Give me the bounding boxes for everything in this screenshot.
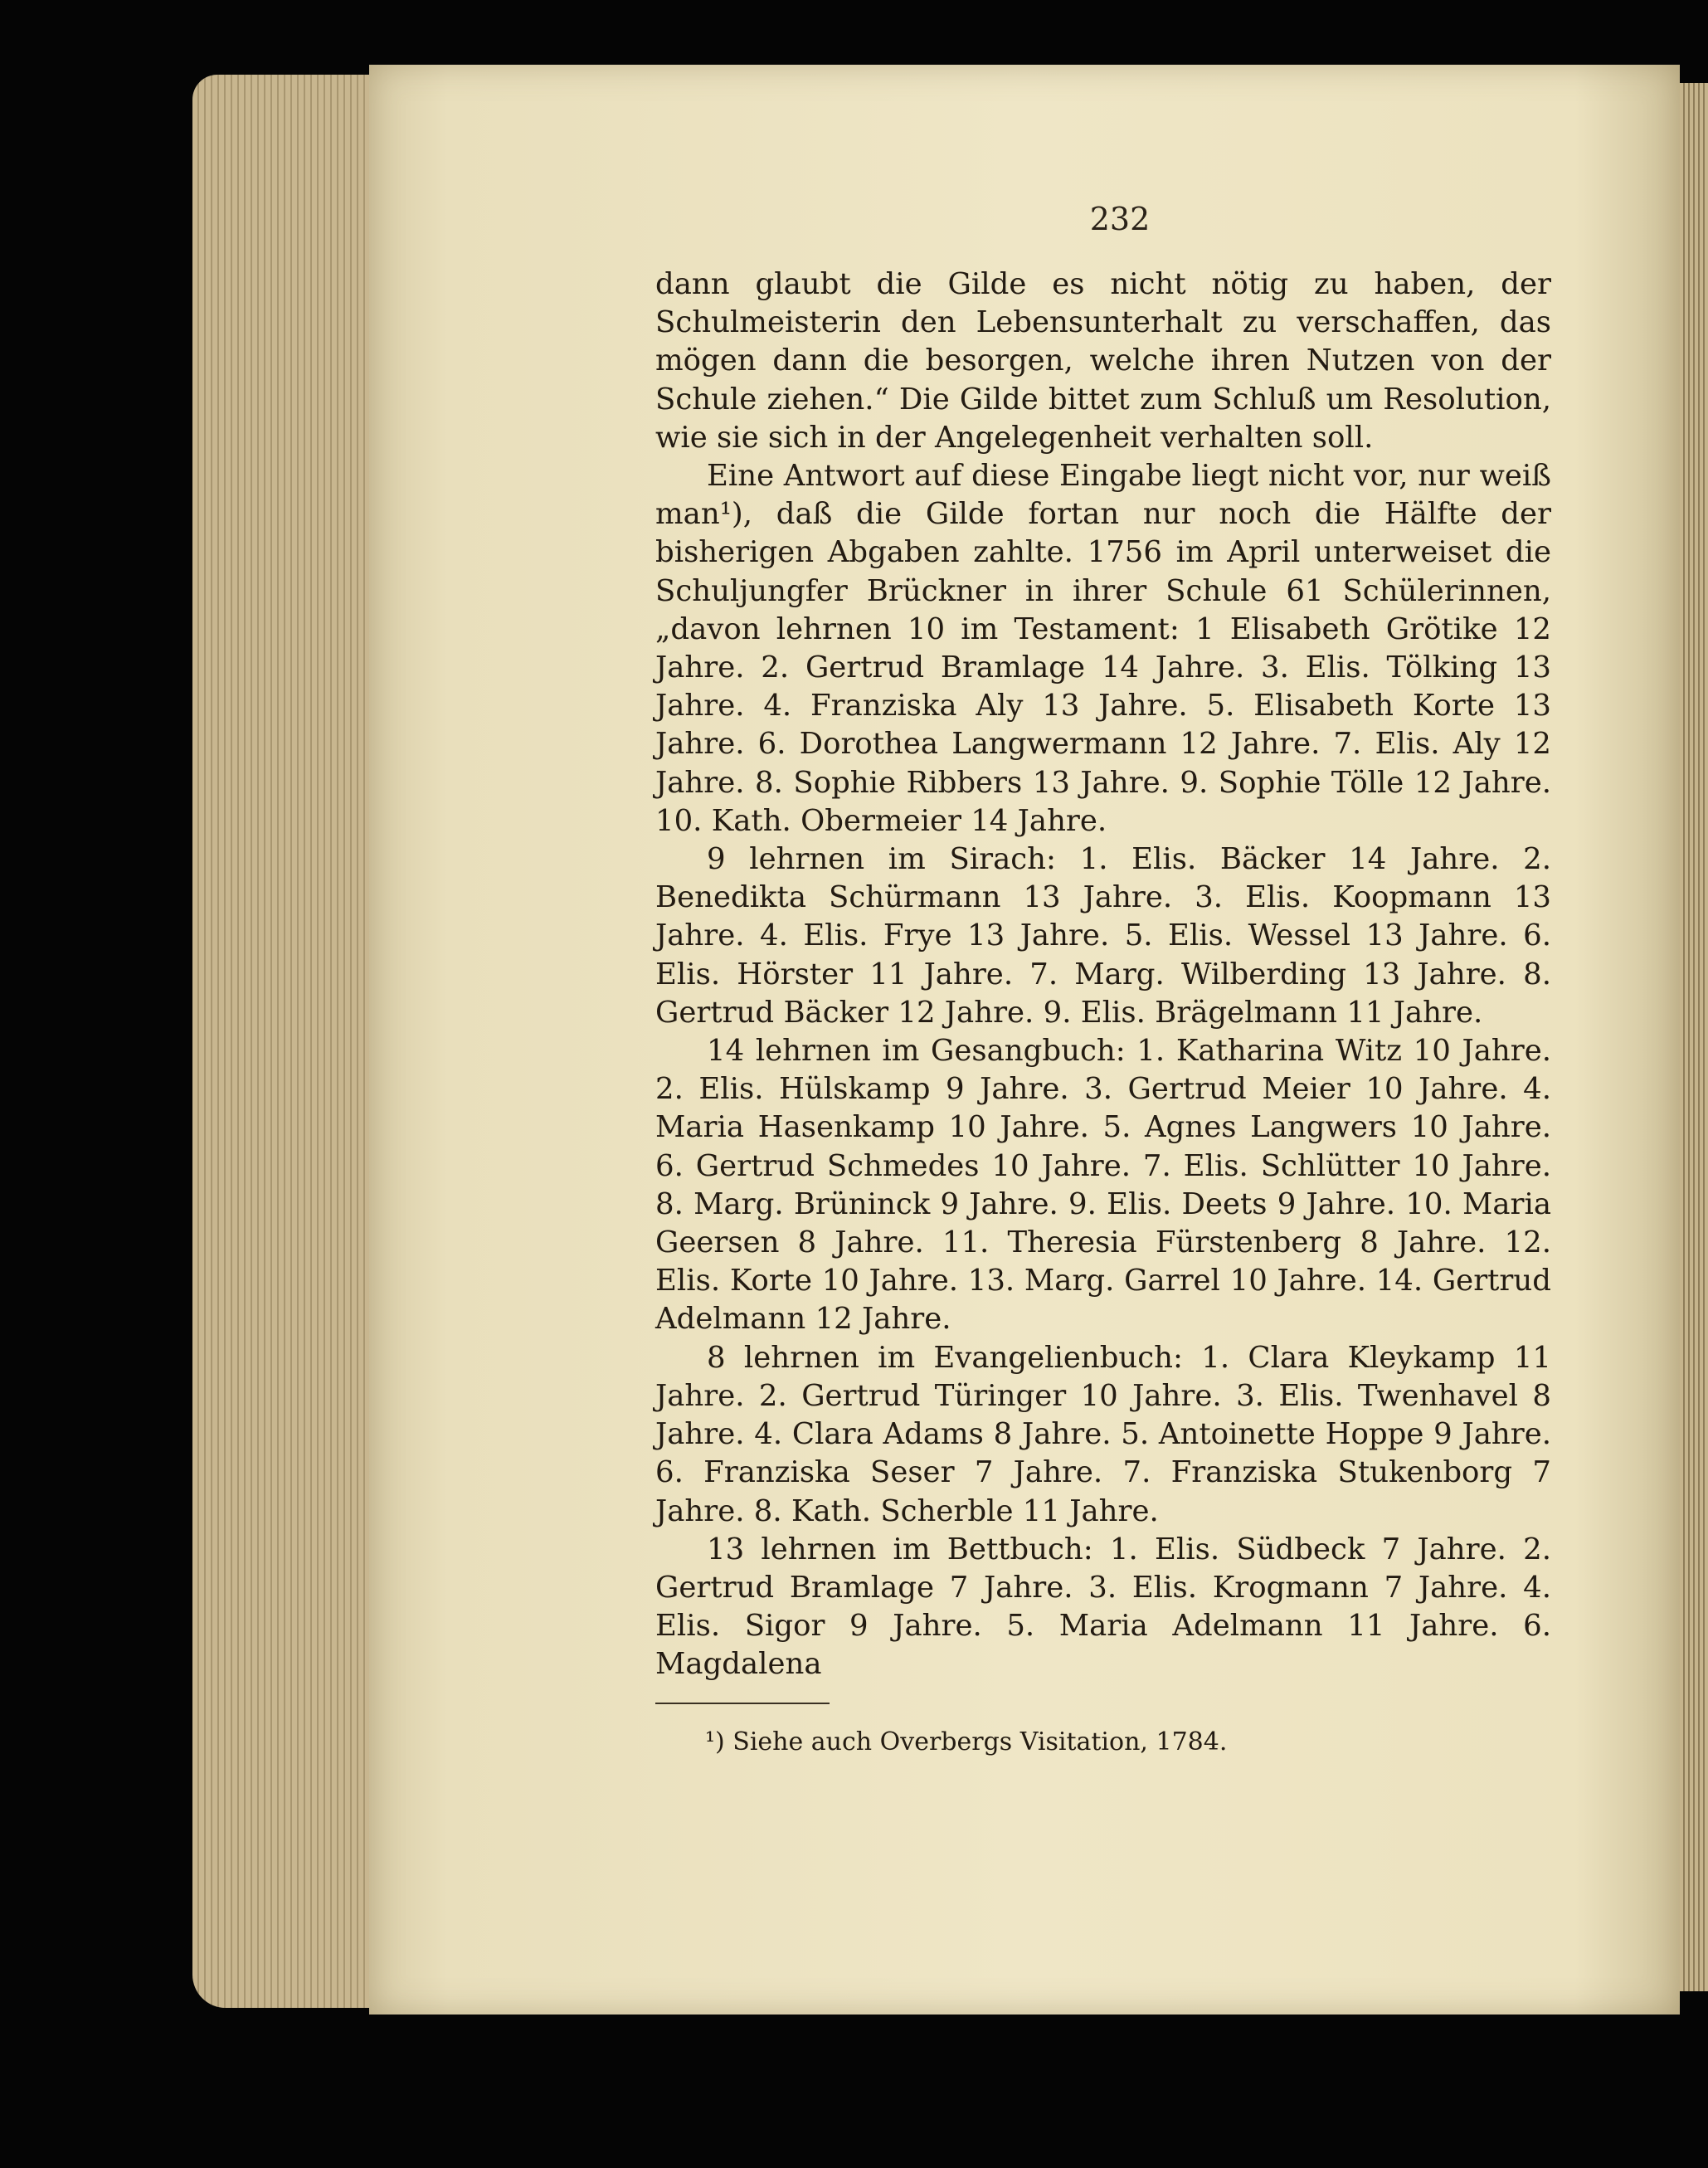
paragraph: 13 lehrnen im Bettbuch: 1. Elis. Südbeck 7 Jahre. 2. Gertrud Bramlage 7 Jahre. 3. Elis. Krogmann 7 Jahre. 4. Elis. Sigor 9 Jahre. 5. Maria Adelmann 11 Jahre. 6. Magdalena [655,1532,1551,1682]
footnote: ¹) Siehe auch Overbergs Visitation, 1784. [705,1727,1228,1756]
paragraph: dann glaubt die Gilde es nicht nötig zu haben, der Schulmeisterin den Lebensunterhalt zu verschaffen, das mögen dann die besorgen, welche ihren Nutzen von der Schule ziehen.“ Die Gilde bittet zum Schluß um Resolution, wie sie sich in der Angelegenheit verhalten soll. [655,267,1551,455]
paragraph: Eine Antwort auf diese Eingabe liegt nicht vor, nur weiß man¹), daß die Gilde fortan nur noch die Hälfte der bisherigen Abgaben zahlte. 1756 im April unterweiset die Schuljungfer Brückner in ihrer Schule 61 Schülerinnen, „davon lehrnen 10 im Testament: 1 Elisabeth Grötike 12 Jahre. 2. Gertrud Bramlage 14 Jahre. 3. Elis. Tölking 13 Jahre. 4. Franziska Aly 13 Jahre. 5. Elisabeth Korte 13 Jahre. 6. Dorothea Langwermann 12 Jahre. 7. Elis. Aly 12 Jahre. 8. Sophie Ribbers 13 Jahre. 9. Sophie Tölle 12 Jahre. 10. Kath. Obermeier 14 Jahre. [655,459,1551,838]
paragraph: 8 lehrnen im Evangelienbuch: 1. Clara Kleykamp 11 Jahre. 2. Gertrud Türinger 10 Jahre. 3. Elis. Twenhavel 8 Jahre. 4. Clara Adams 8 Jahre. 5. Antoinette Hoppe 9 Jahre. 6. Franziska Seser 7 Jahre. 7. Franziska Stukenborg 7 Jahre. 8. Kath. Scherble 11 Jahre. [655,1340,1551,1528]
right-page-edges [1680,83,1708,1991]
paragraph: 9 lehrnen im Sirach: 1. Elis. Bäcker 14 Jahre. 2. Benedikta Schürmann 13 Jahre. 3. Elis. Koopmann 13 Jahre. 4. Elis. Frye 13 Jahre. 5. Elis. Wessel 13 Jahre. 6. Elis. Hörster 11 Jahre. 7. Marg. Wilberding 13 Jahre. 8. Gertrud Bäcker 12 Jahre. 9. Elis. Brägelmann 11 Jahre. [655,842,1551,1030]
body-text [655,266,1551,1684]
page-number: 232 [1089,201,1151,237]
footnote-rule [655,1703,830,1704]
paragraph: 14 lehrnen im Gesangbuch: 1. Katharina Witz 10 Jahre. 2. Elis. Hülskamp 9 Jahre. 3. Gertrud Meier 10 Jahre. 4. Maria Hasenkamp 10 Jahre. 5. Agnes Langwers 10 Jahre. 6. Gertrud Schmedes 10 Jahre. 7. Elis. Schlütter 10 Jahre. 8. Marg. Brüninck 9 Jahre. 9. Elis. Deets 9 Jahre. 10. Maria Geersen 8 Jahre. 11. Theresia Fürstenberg 8 Jahre. 12. Elis. Korte 10 Jahre. 13. Marg. Garrel 10 Jahre. 14. Gertrud Adelmann 12 Jahre. [655,1034,1551,1337]
